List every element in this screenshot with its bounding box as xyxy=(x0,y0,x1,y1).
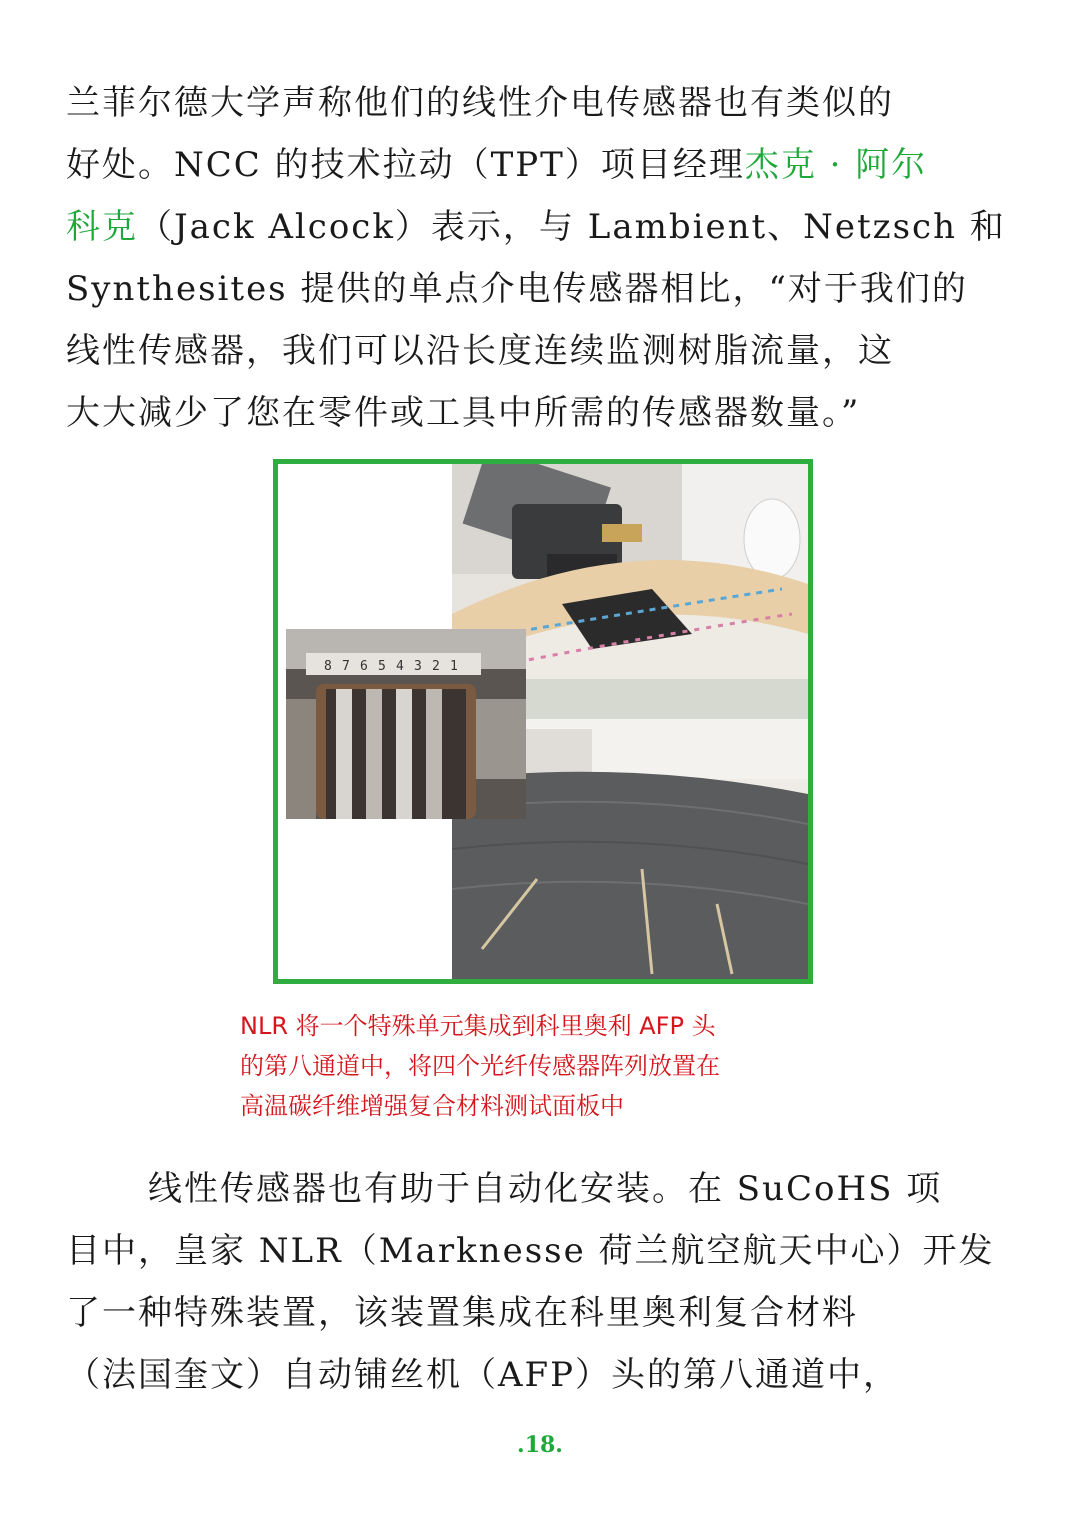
paragraph-1-line-3 xyxy=(66,196,1006,258)
paragraph-1-line-2 xyxy=(66,134,1006,196)
paragraph-2 xyxy=(66,1158,1006,1406)
caption-line-2: 的第八通道中，将四个光纤传感器阵列放置在 xyxy=(240,1052,720,1080)
paragraph-1-line-4: Synthesites 提供的单点介电传感器相比，“对于我们的 xyxy=(66,269,968,309)
roller-channel-label: 6 xyxy=(360,659,368,674)
roller-channel-label: 3 xyxy=(414,659,422,674)
figure-photo-collage xyxy=(273,459,813,984)
paragraph-1 xyxy=(66,72,1006,444)
paragraph-1-line-3-text: （Jack Alcock）表示，与 Lambient、Netzsch 和 xyxy=(138,207,1006,247)
paragraph-2-line-1: 线性传感器也有助于自动化安装。在 SuCoHS 项 xyxy=(148,1169,943,1209)
paragraph-2-line-2: 目中，皇家 NLR（Marknesse 荷兰航空航天中心）开发 xyxy=(66,1231,995,1271)
caption-line-3: 高温碳纤维增强复合材料测试面板中 xyxy=(240,1092,624,1120)
roller-channel-label: 5 xyxy=(378,659,386,674)
afp-roller-photo xyxy=(286,629,526,819)
roller-channel-label: 1 xyxy=(450,659,458,674)
page-number: .18. xyxy=(517,1432,563,1458)
person-name-highlight-cont: 科克 xyxy=(66,207,138,247)
paragraph-1-line-5: 线性传感器，我们可以沿长度连续监测树脂流量，这 xyxy=(66,331,894,371)
roller-channel-label: 2 xyxy=(432,659,440,674)
paragraph-2-line-3: 了一种特殊装置，该装置集成在科里奥利复合材料 xyxy=(66,1293,858,1333)
figure-caption xyxy=(240,1006,860,1126)
roller-channel-label: 4 xyxy=(396,659,404,674)
paragraph-1-line-1: 兰菲尔德大学声称他们的线性介电传感器也有类似的 xyxy=(66,83,894,123)
paragraph-1-line-6: 大大减少了您在零件或工具中所需的传感器数量。” xyxy=(66,393,861,433)
paragraph-1-line-2-text: 好处。NCC 的技术拉动（TPT）项目经理 xyxy=(66,145,745,185)
person-name-highlight: 杰克 · 阿尔 xyxy=(744,145,928,185)
caption-line-1: NLR 将一个特殊单元集成到科里奥利 AFP 头 xyxy=(240,1012,716,1040)
paragraph-2-line-4: （法国奎文）自动铺丝机（AFP）头的第八通道中， xyxy=(66,1355,900,1395)
roller-channel-label: 8 xyxy=(324,659,332,674)
roller-channel-label: 7 xyxy=(342,659,350,674)
